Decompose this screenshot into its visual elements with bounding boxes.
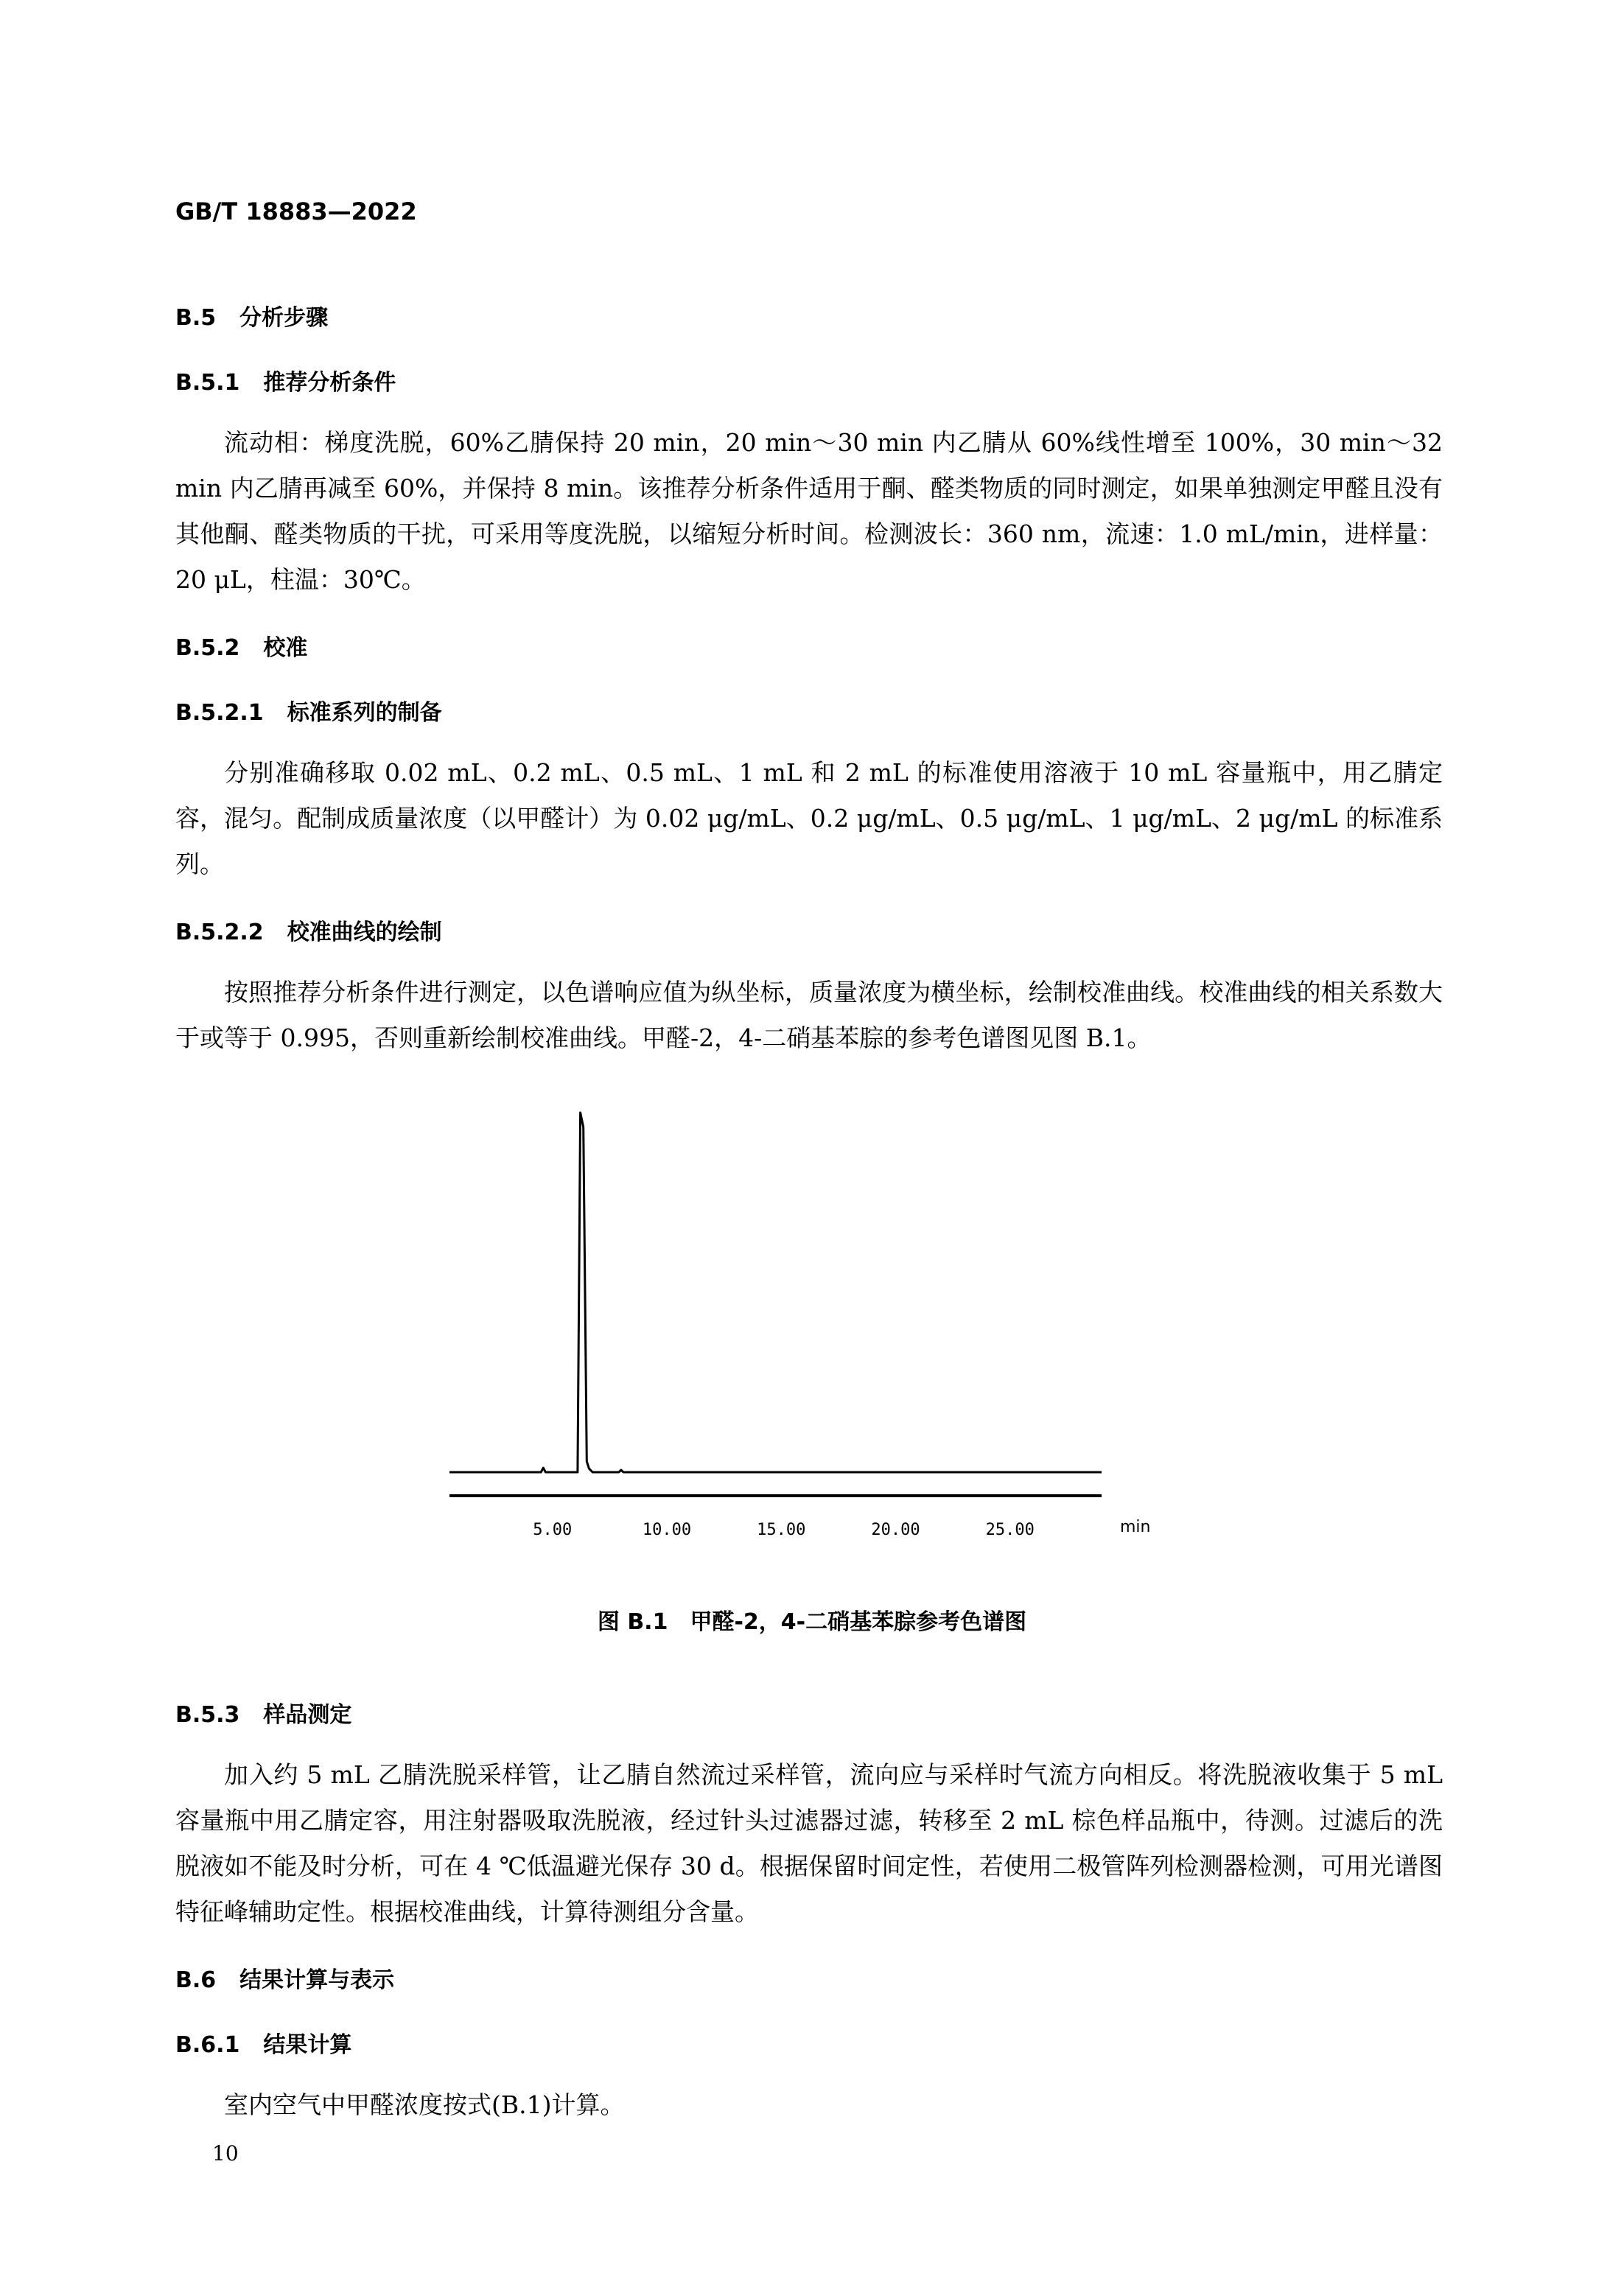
figure-caption (0, 1603, 1624, 1636)
section-title: 结果计算与表示 (239, 1967, 395, 1993)
section-title: 样品测定 (263, 1702, 352, 1728)
section-number: B.5.2 (175, 635, 240, 661)
paragraph-sample-measurement: 加入约 5 mL 乙腈洗脱采样管，让乙腈自然流过采样管，流向应与采样时气流方向相反。将洗脱液收集于 5 mL 容量瓶中用乙腈定容，用注射器吸取洗脱液，经过针头过滤器过滤，转移至 2 mL 棕色样品瓶中，待测。过滤后的洗脱液如不能及时分析，可在 4 ℃低温避光保存 30 d。根据保留时间定性，若使用二极管阵列检测器检测，可用光谱图特征峰辅助定性。根据校准曲线，计算待测组分含量。 (175, 1760, 1443, 1926)
section-heading-b5-2-1 (175, 694, 442, 727)
section-heading-b5 (175, 299, 328, 332)
section-heading-b5-3 (175, 1696, 351, 1729)
section-heading-b5-1 (175, 364, 396, 396)
chromatogram-trace (449, 1113, 1102, 1472)
section-title: 校准曲线的绘制 (287, 920, 442, 945)
section-number: B.5.1 (175, 370, 240, 396)
section-number: B.5 (175, 305, 217, 331)
section-heading-b6-1 (175, 2026, 351, 2059)
x-axis-tick-labels (442, 1521, 1179, 1543)
paragraph-standard-series: 分别准确移取 0.02 mL、0.2 mL、0.5 mL、1 mL 和 2 mL 的标准使用溶液于 10 mL 容量瓶中，用乙腈定容，混匀。配制成质量浓度（以甲醛计）为 0.02 μg/mL、0.2 μg/mL、0.5 μg/mL、1 μg/mL、2 μg/mL 的标准系列。 (175, 758, 1443, 878)
x-tick-label: 15.00 (757, 1521, 806, 1539)
section-heading-b6 (175, 1961, 394, 1994)
section-heading-b5-2-2 (175, 914, 442, 946)
section-number: B.5.2.1 (175, 700, 264, 726)
section-number: B.6 (175, 1967, 217, 1993)
x-tick-label: 25.00 (985, 1521, 1035, 1539)
figure-title: 甲醛-2，4-二硝基苯腙参考色谱图 (690, 1609, 1027, 1635)
section-number: B.5.3 (175, 1702, 240, 1728)
section-heading-b5-2 (175, 629, 307, 662)
chromatogram-chart (442, 1098, 1179, 1510)
x-axis-unit-label: min (1120, 1518, 1151, 1536)
page-number: 10 (212, 2141, 239, 2166)
section-number: B.5.2.2 (175, 920, 264, 945)
section-title: 推荐分析条件 (263, 370, 396, 396)
standard-number: GB/T 18883—2022 (175, 197, 417, 225)
paragraph-calibration-curve: 按照推荐分析条件进行测定，以色谱响应值为纵坐标，质量浓度为横坐标，绘制校准曲线。校准曲线的相关系数大于或等于 0.995，否则重新绘制校准曲线。甲醛-2，4-二硝基苯腙的参考色谱图见图 B.1。 (175, 978, 1443, 1052)
section-title: 校准 (263, 635, 308, 661)
section-title: 结果计算 (263, 2032, 352, 2058)
section-title: 标准系列的制备 (287, 700, 442, 726)
x-tick-label: 10.00 (642, 1521, 692, 1539)
paragraph-result-calculation: 室内空气中甲醛浓度按式(B.1)计算。 (224, 2090, 625, 2119)
section-title: 分析步骤 (239, 305, 329, 331)
x-tick-label: 20.00 (871, 1521, 920, 1539)
figure-label: 图 B.1 (597, 1609, 668, 1635)
paragraph-mobile-phase: 流动相：梯度洗脱，60%乙腈保持 20 min，20 min～30 min 内乙腈从 60%线性增至 100%，30 min～32 min 内乙腈再减至 60%，并保持 8 min。该推荐分析条件适用于酮、醛类物质的同时测定，如果单独测定甲醛且没有其他酮、醛类物质的干扰，可采用等度洗脱，以缩短分析时间。检测波长：360 nm，流速：1.0 mL/min，进样量：20 μL，柱温：30℃。 (175, 428, 1443, 594)
x-tick-label: 5.00 (533, 1521, 573, 1539)
section-number: B.6.1 (175, 2032, 240, 2058)
